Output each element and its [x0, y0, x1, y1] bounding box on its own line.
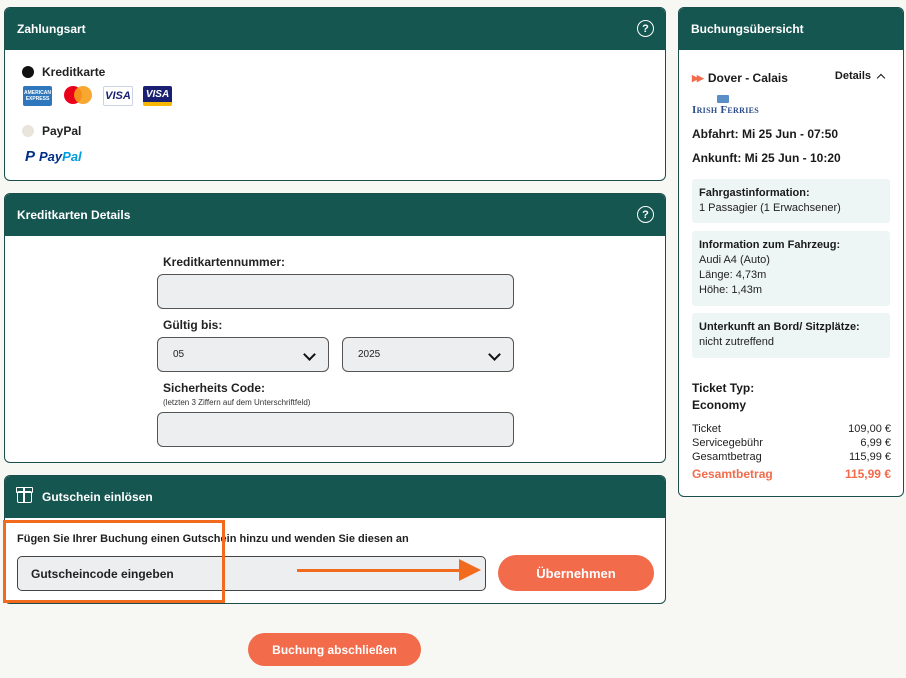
- help-icon[interactable]: ?: [637, 206, 654, 223]
- payment-method-header: [5, 8, 665, 50]
- voucher-header: [5, 476, 665, 518]
- passenger-info-title: Fahrgastinformation:: [699, 187, 810, 199]
- amex-logo: AMERICAN EXPRESS: [23, 86, 52, 106]
- mastercard-logo: [62, 86, 93, 106]
- security-code-input[interactable]: [157, 412, 514, 447]
- security-code-hint: (letzten 3 Ziffern auf dem Unterschriftfeld): [163, 398, 311, 407]
- chevron-down-icon: [488, 348, 501, 361]
- card-logos: [23, 86, 172, 106]
- chevron-up-icon: [877, 74, 885, 82]
- radio-paypal[interactable]: [22, 124, 81, 138]
- paypal-logo: P PayPal: [25, 148, 82, 165]
- credit-card-details-title: Kreditkarten Details: [17, 208, 131, 222]
- cabin-info-value: nicht zutreffend: [699, 336, 775, 348]
- radio-unselected-icon[interactable]: [22, 125, 34, 137]
- annotation-arrow-shaft: [297, 569, 465, 572]
- details-toggle[interactable]: [835, 70, 884, 82]
- voucher-code-input[interactable]: Gutscheincode eingeben: [17, 556, 486, 591]
- price-row: [692, 422, 891, 436]
- vehicle-height: Höhe: 1,43m: [699, 284, 762, 296]
- total-value: 115,99 €: [844, 467, 891, 481]
- booking-summary-card: [678, 7, 904, 497]
- details-label: Details: [834, 70, 871, 82]
- annotation-highlight-box: [3, 520, 225, 603]
- total-label: Gesamtbetrag: [692, 467, 773, 481]
- ticket-type-label: Ticket Typ:: [692, 381, 755, 395]
- irish-ferries-logo-mark: [717, 95, 729, 103]
- price-label: Ticket: [692, 423, 721, 435]
- passenger-info-value: 1 Passagier (1 Erwachsener): [699, 202, 841, 214]
- gift-icon: [17, 491, 32, 503]
- booking-summary-header: [679, 8, 903, 50]
- cabin-info-box: [692, 313, 890, 358]
- price-label: Servicegebühr: [692, 437, 763, 449]
- credit-card-details-header: [5, 194, 665, 236]
- credit-card-details-card: [4, 193, 666, 463]
- ticket-type-value: Economy: [692, 398, 747, 412]
- vehicle-length: Länge: 4,73m: [699, 269, 767, 281]
- ticket-type: [692, 380, 754, 414]
- vehicle-info-title: Information zum Fahrzeug:: [699, 239, 841, 251]
- card-number-input[interactable]: [157, 274, 514, 309]
- fast-forward-icon: ▶▶: [692, 72, 702, 83]
- payment-method-title: Zahlungsart: [17, 22, 86, 36]
- payment-method-card: [4, 7, 666, 181]
- route-label: Dover - Calais: [707, 71, 788, 85]
- radio-credit-card[interactable]: [22, 65, 105, 79]
- annotation-arrow-head-icon: [459, 559, 481, 581]
- price-breakdown: [692, 422, 891, 483]
- passenger-info-box: [692, 179, 890, 223]
- visa-logo: VISA: [103, 86, 133, 106]
- cabin-info-title: Unterkunft an Bord/ Sitzplätze:: [699, 321, 860, 333]
- booking-summary-title: Buchungsübersicht: [691, 22, 804, 36]
- voucher-hint: Fügen Sie Ihrer Buchung einen Gutschein hinzu und wenden Sie diesen an: [17, 533, 409, 545]
- valid-until-label: Gültig bis:: [163, 318, 223, 332]
- apply-voucher-button[interactable]: Übernehmen: [498, 555, 654, 591]
- expiry-month-select[interactable]: [157, 337, 329, 372]
- price-value: 109,00 €: [848, 423, 891, 435]
- chevron-down-icon: [303, 348, 316, 361]
- complete-booking-button[interactable]: Buchung abschließen: [248, 633, 421, 666]
- radio-paypal-label: PayPal: [42, 124, 82, 138]
- price-value: 6,99 €: [860, 437, 891, 449]
- vehicle-model: Audi A4 (Auto): [699, 254, 770, 266]
- expiry-year-value: 2025: [358, 349, 381, 360]
- vehicle-info-box: [692, 231, 890, 306]
- price-row: [692, 450, 891, 464]
- departure-time: Abfahrt: Mi 25 Jun - 07:50: [692, 127, 839, 141]
- security-code-label: Sicherheits Code:: [163, 381, 266, 395]
- help-icon[interactable]: ?: [637, 20, 654, 37]
- card-number-label: Kreditkartennummer:: [163, 255, 286, 269]
- radio-selected-icon[interactable]: [22, 66, 34, 78]
- radio-credit-card-label: Kreditkarte: [42, 65, 106, 79]
- paypal-p-icon: P: [25, 148, 36, 165]
- route: [692, 71, 788, 85]
- operator-logo: Irish Ferries: [692, 104, 760, 116]
- price-label: Gesamtbetrag: [692, 451, 762, 463]
- price-value: 115,99 €: [848, 451, 891, 463]
- voucher-title: Gutschein einlösen: [42, 490, 153, 504]
- expiry-year-select[interactable]: [342, 337, 514, 372]
- arrival-time: Ankunft: Mi 25 Jun - 10:20: [692, 151, 841, 165]
- visa-debit-logo: VISA: [143, 86, 172, 106]
- total-row: [692, 467, 891, 483]
- expiry-month-value: 05: [173, 349, 185, 360]
- price-row: [692, 436, 891, 450]
